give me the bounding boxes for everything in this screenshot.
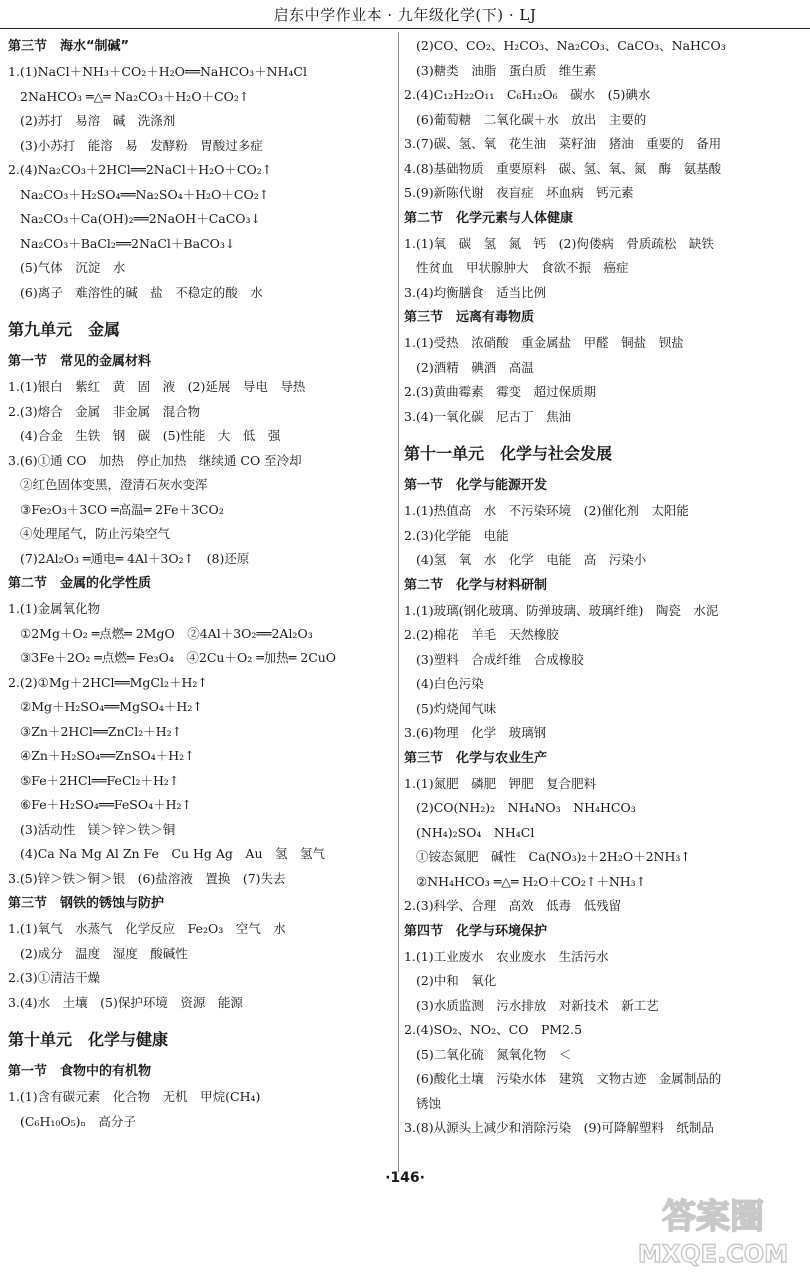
watermark-url: MXQE.COM bbox=[637, 1240, 789, 1268]
answer-line: 1.(1)工业废水 农业废水 生活污水 bbox=[404, 948, 609, 964]
answer-line: 1.(1)金属氧化物 bbox=[8, 601, 101, 616]
answer-line: 1.(1)NaCl＋NH₃＋CO₂＋H₂O══NaHCO₃＋NH₄Cl bbox=[8, 64, 307, 79]
header-rule bbox=[0, 28, 810, 29]
answer-line: (4)合金 生铁 钢 碳 (5)性能 大 低 强 bbox=[20, 428, 281, 443]
section-heading: 第二节 化学与材料研制 bbox=[404, 577, 548, 593]
watermark-text: 答案圈 bbox=[662, 1197, 764, 1237]
answer-line: ③3Fe＋2O₂ ═点燃═ Fe₃O₄ ④2Cu＋O₂ ═加热═ 2CuO bbox=[20, 650, 337, 665]
answer-line: (2)中和 氧化 bbox=[416, 973, 497, 988]
left-column bbox=[8, 34, 396, 1134]
answer-line: (4)白色污染 bbox=[416, 676, 484, 691]
answer-line: ⑥Fe＋H₂SO₄══FeSO₄＋H₂↑ bbox=[20, 797, 192, 812]
section-heading: 第三节 海水“制碱” bbox=[8, 39, 130, 54]
answer-line: 2.(2)棉花 羊毛 天然橡胶 bbox=[404, 627, 559, 642]
answer-line: (7)2Al₂O₃ ═通电═ 4Al＋3O₂↑ (8)还原 bbox=[20, 550, 250, 566]
answer-line: (2)苏打 易溶 碱 洗涤剂 bbox=[20, 113, 176, 128]
answer-line: (5)二氧化硫 氮氧化物 ＜ bbox=[416, 1046, 572, 1062]
answer-line: (2)成分 温度 湿度 酸碱性 bbox=[20, 945, 188, 961]
section-heading: 第一节 常见的金属材料 bbox=[8, 354, 152, 369]
answer-line: 3.(6)物理 化学 玻璃钢 bbox=[404, 725, 547, 740]
answer-line: 2.(3)①清洁干燥 bbox=[8, 970, 101, 985]
answer-line: (5)气体 沉淀 水 bbox=[20, 260, 126, 275]
answer-line: (3)小苏打 能溶 易 发酵粉 胃酸过多症 bbox=[20, 137, 263, 153]
answer-line: (6)离子 难溶性的碱 盐 不稳定的酸 水 bbox=[20, 284, 263, 300]
answer-line: 3.(7)碳、氢、氧 花生油 菜籽油 猪油 重要的 备用 bbox=[404, 136, 722, 151]
answer-line: (3)活动性 镁＞锌＞铁＞铜 bbox=[20, 821, 176, 837]
answer-line: 1.(1)银白 紫红 黄 固 液 (2)延展 导电 导热 bbox=[8, 379, 306, 394]
answer-line: 1.(1)热值高 水 不污染环境 (2)催化剂 太阳能 bbox=[404, 503, 689, 518]
answer-line: 2.(3)化学能 电能 bbox=[404, 527, 509, 543]
answer-line: ②Mg＋H₂SO₄══MgSO₄＋H₂↑ bbox=[20, 699, 203, 714]
answer-line: ①铵态氮肥 碱性 Ca(NO₃)₂＋2H₂O＋2NH₃↑ bbox=[416, 849, 691, 864]
answer-line: (NH₄)₂SO₄ NH₄Cl bbox=[416, 824, 535, 840]
answer-line: 2.(2)①Mg＋2HCl══MgCl₂＋H₂↑ bbox=[8, 674, 208, 690]
answer-line: (2)CO(NH₂)₂ NH₄NO₃ NH₄HCO₃ bbox=[416, 800, 636, 815]
answer-line: 2.(4)SO₂、NO₂、CO PM2.5 bbox=[404, 1022, 583, 1037]
answer-line: ⑤Fe＋2HCl══FeCl₂＋H₂↑ bbox=[20, 772, 180, 788]
section-heading: 第二节 化学元素与人体健康 bbox=[404, 210, 574, 226]
answer-line: ③Fe₂O₃＋3CO ═高温═ 2Fe＋3CO₂ bbox=[20, 501, 224, 517]
answer-line: (3)水质监测 污水排放 对新技术 新工艺 bbox=[416, 997, 659, 1013]
section-heading: 第二节 金属的化学性质 bbox=[8, 576, 152, 591]
answer-line: 3.(4)均衡膳食 适当比例 bbox=[404, 284, 547, 300]
section-heading: 第四节 化学与环境保护 bbox=[404, 923, 548, 939]
right-column bbox=[404, 34, 804, 1141]
unit-heading: 第九单元 金属 bbox=[8, 320, 121, 339]
answer-line: 2.(4)C₁₂H₂₂O₁₁ C₆H₁₂O₆ 碳水 (5)碘水 bbox=[404, 87, 651, 102]
answer-line: (6)葡萄糖 二氧化碳＋水 放出 主要的 bbox=[416, 111, 647, 127]
answer-line: ②红色固体变黑，澄清石灰水变浑 bbox=[20, 477, 208, 492]
answer-line: 2.(3)熔合 金属 非金属 混合物 bbox=[8, 403, 201, 419]
watermark-logo bbox=[628, 1188, 798, 1270]
answer-line: 1.(1)氧 碳 氢 氮 钙 (2)佝偻病 骨质疏松 缺铁 bbox=[404, 235, 714, 251]
answer-line: 1.(1)受热 浓硝酸 重金属盐 甲醛 铜盐 钡盐 bbox=[404, 335, 684, 350]
answer-line: Na₂CO₃＋H₂SO₄══Na₂SO₄＋H₂O＋CO₂↑ bbox=[20, 186, 270, 202]
answer-line: 锈蚀 bbox=[416, 1095, 442, 1111]
answer-line: 2.(3)科学、合理 高效 低毒 低残留 bbox=[404, 898, 622, 913]
unit-heading: 第十单元 化学与健康 bbox=[8, 1030, 169, 1049]
unit-heading: 第十一单元 化学与社会发展 bbox=[404, 444, 613, 463]
answer-line: Na₂CO₃＋BaCl₂══2NaCl＋BaCO₃↓ bbox=[20, 235, 236, 251]
answer-line: (4)Ca Na Mg Al Zn Fe Cu Hg Ag Au 氢 氢气 bbox=[20, 846, 325, 861]
section-heading: 第三节 钢铁的锈蚀与防护 bbox=[8, 896, 165, 911]
answer-line: Na₂CO₃＋Ca(OH)₂══2NaOH＋CaCO₃↓ bbox=[20, 211, 262, 226]
header-title: 启东中学作业本 · 九年级化学(下) · LJ bbox=[273, 6, 537, 24]
section-heading: 第三节 化学与农业生产 bbox=[404, 750, 548, 766]
answer-line: (4)氢 氧 水 化学 电能 高 污染小 bbox=[416, 552, 647, 567]
answer-line: (3)糖类 油脂 蛋白质 维生素 bbox=[416, 62, 597, 78]
answer-line: ③Zn＋2HCl══ZnCl₂＋H₂↑ bbox=[20, 723, 183, 739]
answer-line: ④处理尾气，防止污染空气 bbox=[20, 526, 171, 541]
answer-line: (2)CO、CO₂、H₂CO₃、Na₂CO₃、CaCO₃、NaHCO₃ bbox=[416, 38, 726, 53]
answer-line: (5)灼烧闻气味 bbox=[416, 700, 497, 716]
answer-line: ①2Mg＋O₂ ═点燃═ 2MgO ②4Al＋3O₂══2Al₂O₃ bbox=[20, 625, 313, 641]
answer-line: ②NH₄HCO₃ ═△═ H₂O＋CO₂↑＋NH₃↑ bbox=[416, 873, 647, 889]
answer-line: 1.(1)氧气 水蒸气 化学反应 Fe₂O₃ 空气 水 bbox=[8, 921, 286, 936]
answer-line: 1.(1)玻璃(钢化玻璃、防弹玻璃、玻璃纤维) 陶瓷 水泥 bbox=[404, 602, 719, 618]
answer-line: (C₆H₁₀O₅)ₙ 高分子 bbox=[20, 1113, 136, 1129]
answer-line: 2.(3)黄曲霉素 霉变 超过保质期 bbox=[404, 384, 597, 399]
answer-line: 3.(8)从源头上减少和消除污染 (9)可降解塑料 纸制品 bbox=[404, 1120, 714, 1135]
answer-line: 3.(6)①通 CO 加热 停止加热 继续通 CO 至冷却 bbox=[8, 452, 302, 468]
answer-line: 性贫血 甲状腺肿大 食欲不振 癌症 bbox=[416, 260, 629, 275]
answer-line: 1.(1)含有碳元素 化合物 无机 甲烷(CH₄) bbox=[8, 1089, 261, 1104]
answer-line: 5.(9)新陈代谢 夜盲症 坏血病 钙元素 bbox=[404, 185, 634, 200]
section-heading: 第三节 远离有毒物质 bbox=[404, 310, 535, 325]
section-heading: 第一节 化学与能源开发 bbox=[404, 478, 548, 493]
answer-line: 3.(4)一氧化碳 尼古丁 焦油 bbox=[404, 408, 572, 424]
answer-line: 4.(8)基础物质 重要原料 碳、氢、氧、氮 酶 氨基酸 bbox=[404, 160, 722, 176]
answer-line: (6)酸化土壤 污染水体 建筑 文物古迹 金属制品的 bbox=[416, 1071, 722, 1086]
answer-line: ④Zn＋H₂SO₄══ZnSO₄＋H₂↑ bbox=[20, 748, 195, 763]
column-divider bbox=[398, 32, 399, 1172]
page-number: ·146· bbox=[385, 1170, 425, 1186]
answer-line: 2.(4)Na₂CO₃＋2HCl══2NaCl＋H₂O＋CO₂↑ bbox=[8, 162, 273, 177]
answer-line: 1.(1)氮肥 磷肥 钾肥 复合肥料 bbox=[404, 775, 597, 791]
section-heading: 第一节 食物中的有机物 bbox=[8, 1064, 152, 1079]
answer-line: 2NaHCO₃ ═△═ Na₂CO₃＋H₂O＋CO₂↑ bbox=[20, 88, 250, 104]
answer-line: 3.(5)锌＞铁＞铜＞银 (6)盐溶液 置换 (7)失去 bbox=[8, 870, 286, 886]
answer-line: (3)塑料 合成纤维 合成橡胶 bbox=[416, 651, 584, 667]
answer-line: 3.(4)水 土壤 (5)保护环境 资源 能源 bbox=[8, 994, 243, 1010]
answer-line: (2)酒精 碘酒 高温 bbox=[416, 359, 534, 375]
